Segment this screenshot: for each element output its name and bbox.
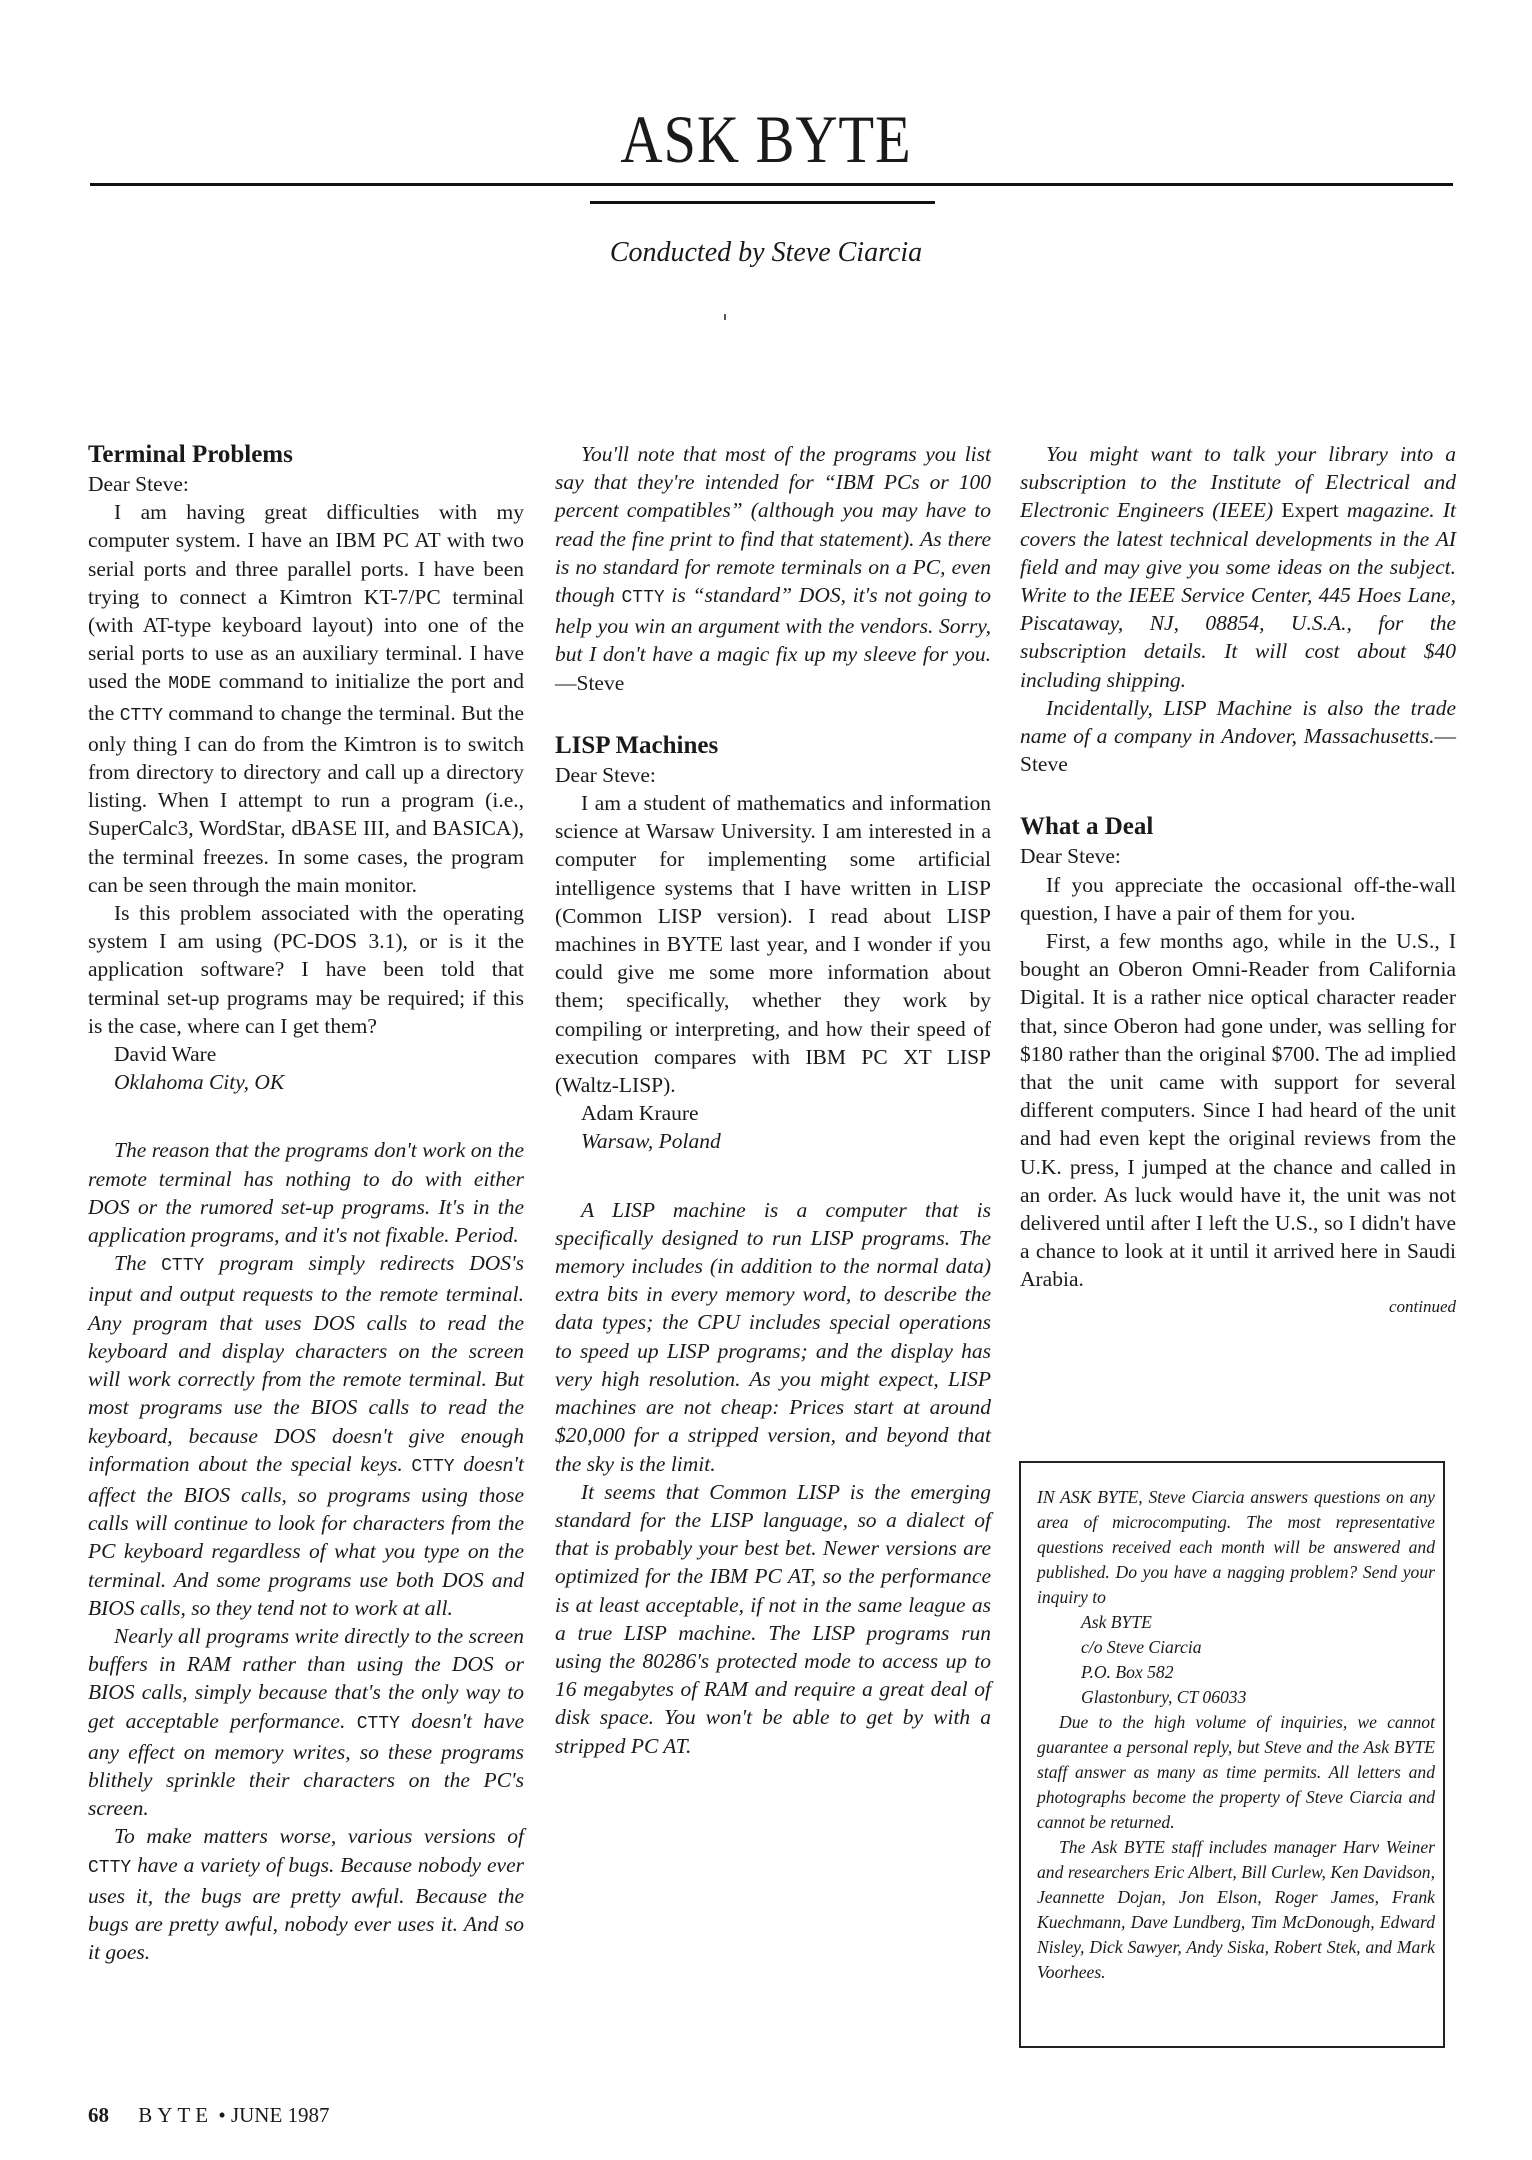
reply-paragraph: To make matters worse, various versions of CTTY have a variety of bugs. Because nobody ever uses it, the bugs are pretty awful. Because the bugs are pretty awful, nobody ever uses it. And so it goes. [88, 1824, 524, 1965]
column-1 [88, 440, 524, 1966]
footer-separator: • [218, 2103, 226, 2127]
reply-paragraph: Incidentally, LISP Machine is also the trade name of a company in Andover, Massachusetts.—Steve [1020, 695, 1456, 777]
issue-date: JUNE 1987 [230, 2103, 330, 2127]
info-paragraph: The Ask BYTE staff includes manager Harv Weiner and researchers Eric Albert, Bill Curlew, Ken Davidson, Jeannette Dojan, Jon Elson, Roger James, Frank Kuechmann, Dave Lundberg, Tim McDonough, Edward Nisley, Dick Sawyer, Andy Siska, Robert Stek, and Mark Voorhees. [1037, 1837, 1435, 1982]
ask-byte-info-box [1019, 1461, 1445, 2048]
reply-paragraph: A LISP machine is a computer that is specifically designed to run LISP programs. The memory includes (in addition to the normal data) extra bits in every memory word, to describe the data types; the CPU includes special operations to speed up LISP programs; and the display has very high resolution. As you might expect, LISP machines are not cheap: Prices start at around $20,000 for a stripped version, and beyond that the sky is the limit. [555, 1197, 991, 1476]
title-underline [590, 201, 935, 204]
code-ctty: CTTY [119, 705, 163, 726]
reply-paragraph: The CTTY program simply redirects DOS's input and output requests to the remote terminal. Any program that uses DOS calls to read the keyboard and display characters on the screen will work correctly from the remote terminal. But most programs use the BIOS calls to read the keyboard, because DOS doesn't give enough information about the special keys. CTTY doesn't affect the BIOS calls, so programs using those calls will continue to look for characters from the PC keyboard regardless of what you type on the terminal. And some programs use both DOS and BIOS calls, so they tend not to work at all. [88, 1251, 525, 1620]
page-title: ASK BYTE [620, 101, 912, 177]
signature-location: Warsaw, Poland [581, 1129, 721, 1154]
byline: Conducted by Steve Ciarcia [609, 237, 923, 268]
reply-paragraph: The reason that the programs don't work on the remote terminal has nothing to do with either DOS or the rumored set-up programs. It's in the application programs, and it's not fixable. Period. [88, 1138, 524, 1248]
magazine-name: BYTE [138, 2103, 214, 2127]
print-mark [724, 314, 726, 320]
info-paragraph: IN ASK BYTE, Steve Ciarcia answers questions on any area of microcomputing. The most representative questions received each month will be answered and published. Do you have a nagging problem? Send your inquiry to [1037, 1487, 1435, 1607]
continued-label: continued [1388, 1296, 1456, 1316]
info-paragraph: Due to the high volume of inquiries, we cannot guarantee a personal reply, but Steve and the Ask BYTE staff answer as many as time permits. All letters and photographs become the property of Steve Ciarcia and cannot be returned. [1037, 1712, 1435, 1832]
salutation: Dear Steve: [88, 472, 189, 496]
signature-name: Adam Kraure [581, 1101, 699, 1126]
code-ctty: CTTY [161, 1256, 205, 1277]
reply-signoff: —Steve [1020, 724, 1456, 777]
reply-signoff: —Steve [555, 670, 625, 695]
code-ctty: CTTY [88, 1857, 132, 1878]
code-ctty: CTTY [356, 1713, 400, 1734]
signature-location: Oklahoma City, OK [114, 1070, 285, 1095]
page-footer [88, 2102, 330, 2128]
article-heading-terminal-problems: Terminal Problems [88, 441, 293, 468]
letter-paragraph: I am having great difficulties with my computer system. I have an IBM PC AT with two serial ports and three parallel ports. I have been trying to connect a Kimtron KT-7/PC terminal (with AT-type keyboard layout) into one of the serial ports to use as an auxiliary terminal. I have used the MODE command to initialize the port and the CTTY command to change the terminal. But the only thing I can do from the Kimtron is to switch from directory to directory and call up a directory listing. When I attempt to run a program (i.e., SuperCalc3, WordStar, dBASE III, and BASICA), the terminal freezes. In some cases, the program can be seen through the main monitor. [88, 500, 524, 897]
mailing-address: Ask BYTE c/o Steve Ciarcia P.O. Box 582 Glastonbury, CT 06033 [1081, 1612, 1247, 1707]
code-mode: MODE [168, 674, 212, 695]
article-heading-lisp-machines: LISP Machines [555, 731, 719, 759]
page-number: 68 [88, 2103, 109, 2127]
salutation: Dear Steve: [1020, 844, 1121, 869]
letter-paragraph: If you appreciate the occasional off-the-wall question, I have a pair of them for you. [1020, 872, 1456, 925]
code-ctty: CTTY [411, 1456, 455, 1477]
letter-paragraph: I am a student of mathematics and information science at Warsaw University. I am interested in a computer for implementing some artificial intelligence systems that I have written in LISP (Common LISP version). I read about LISP machines in BYTE last year, and I wonder if you could give me some more information about them; specifically, whether they work by compiling or interpreting, and how their speed of execution compares with IBM PC XT LISP (Waltz-LISP). [555, 791, 991, 1098]
letter-paragraph: Is this problem associated with the operating system I am using (PC-DOS 3.1), or is it the application software? I have been told that terminal set-up programs may be required; if this is the case, where can I get them? [88, 901, 524, 1038]
article-heading-what-a-deal: What a Deal [1020, 813, 1154, 841]
signature-name: David Ware [114, 1042, 217, 1067]
letter-paragraph: First, a few months ago, while in the U.S., I bought an Oberon Omni-Reader from California Digital. It is a rather nice optical character reader that, since Oberon had gone under, was selling for $180 rather than the original $700. The ad implied that the unit came with support for several different computers. Since I had heard of the unit and had even kept the original reviews from the U.K. press, I jumped at the chance and called in an order. As luck would have it, the unit was not delivered until after I left the U.S., so I didn't have a chance to look at it until it arrived here in Saudi Arabia. [1020, 929, 1456, 1292]
title-rule [90, 183, 1453, 186]
reply-paragraph: You might want to talk your library into a subscription to the Institute of Electrical and Electronic Engineers (IEEE) Expert magazine. It covers the latest technical developments in the AI field and may give you some ideas on the subject. Write to the IEEE Service Center, 445 Hoes Lane, Piscataway, NJ, 08854, U.S.A., for the subscription details. It will cost about $40 including shipping. [1020, 442, 1457, 692]
column-3 [1020, 440, 1456, 1318]
reply-paragraph: You'll note that most of the programs you list say that they're intended for “IBM PCs or 100 percent compatibles” (although you may have to read the fine print to find that statement). As there is no standard for remote terminals on a PC, even though CTTY is “standard” DOS, it's not going to help you win an argument with the vendors. Sorry, but I don't have a magic fix up my sleeve for you.—Steve [555, 442, 991, 695]
salutation: Dear Steve: [555, 762, 656, 787]
reply-paragraph: It seems that Common LISP is the emerging standard for the LISP language, so a dialect of that is probably your best bet. Newer versions are optimized for the IBM PC AT, so the performance is at least acceptable, if not in the same league as a true LISP machine. The LISP programs run using the 80286's protected mode to access up to 16 megabytes of RAM and require a great deal of disk space. You won't be able to get by with a stripped PC AT. [555, 1479, 991, 1758]
column-2 [555, 440, 991, 1760]
reply-paragraph: Nearly all programs write directly to the screen buffers in RAM rather than using the DOS or BIOS calls, simply because that's the only way to get acceptable performance. CTTY doesn't have any effect on memory writes, so these programs blithely sprinkle their characters on the PC's screen. [88, 1623, 524, 1821]
code-ctty: CTTY [621, 588, 665, 609]
